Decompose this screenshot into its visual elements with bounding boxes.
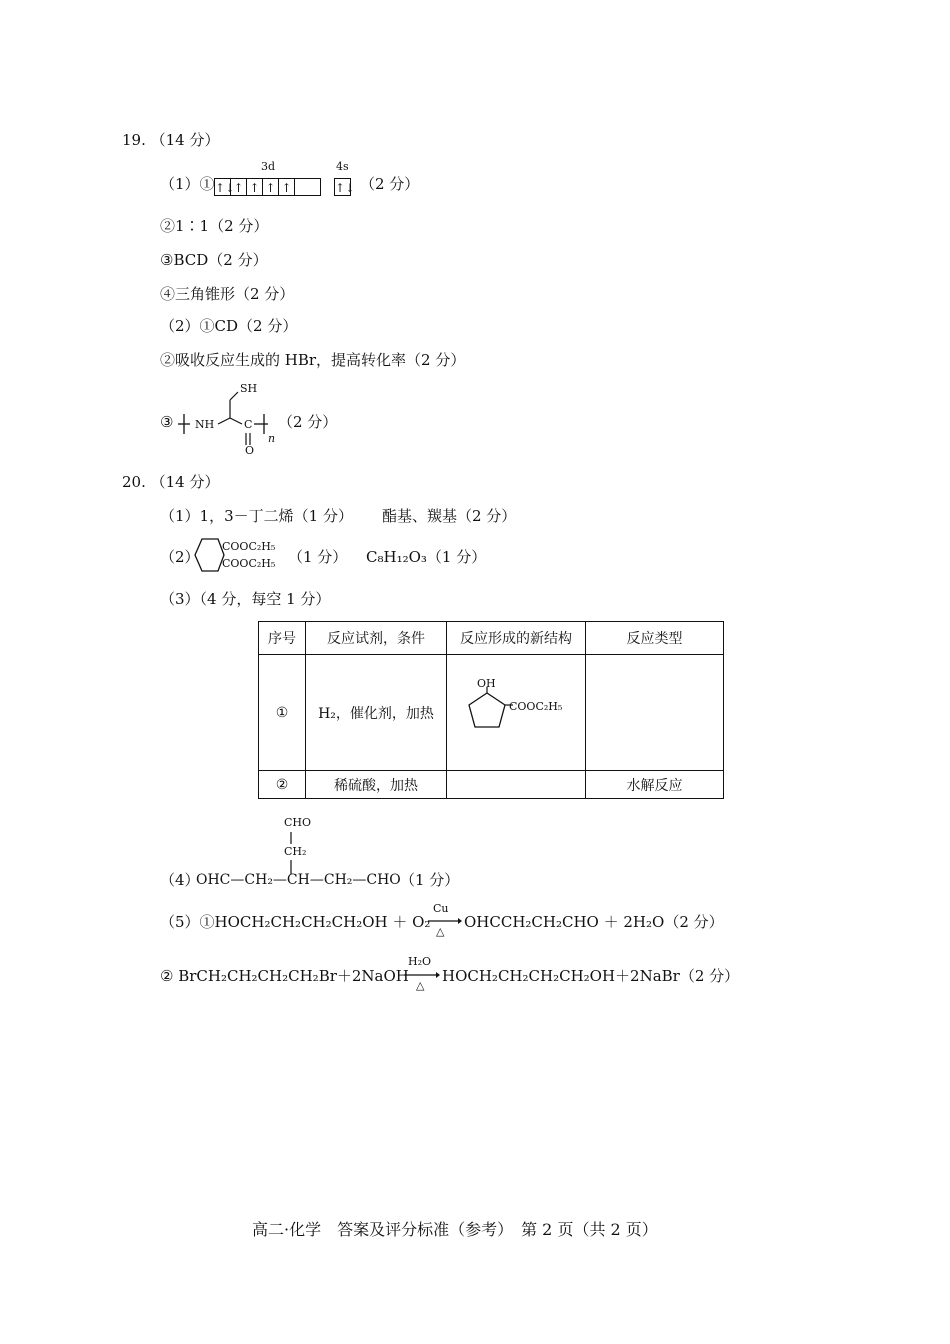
polymer-sh: SH: [240, 382, 258, 395]
q20-p5-1-right: OHCCH₂CH₂CHO ＋ 2H₂O（2 分）: [464, 913, 724, 931]
p5-2-cond-top: H₂O: [408, 955, 432, 968]
page-footer: 高二·化学 答案及评分标准（参考） 第 2 页（共 2 页）: [252, 1220, 658, 1239]
orbital-3d-label: 3d: [261, 160, 276, 173]
cyclohexane-sub-bottom: COOC₂H₅: [222, 557, 276, 570]
orbital-4s-box: [334, 176, 356, 196]
table-header: 反应形成的新结构: [447, 622, 586, 655]
orbital-box: [294, 178, 321, 196]
q19-p2-2: ②吸收反应生成的 HBr，提高转化率（2 分）: [160, 351, 466, 369]
table-header: 反应试剂，条件: [306, 622, 447, 655]
orbital-3d-boxes: [214, 176, 320, 196]
polymer-n: n: [268, 432, 276, 445]
p5-1-cond-bottom: △: [436, 925, 445, 938]
p5-2-cond-bottom: △: [416, 979, 425, 992]
cyclohexane-ring: [192, 536, 226, 574]
p5-1-cond-top: Cu: [433, 902, 449, 915]
q20-p5-1-left: （5）①HOCH₂CH₂CH₂CH₂OH ＋ O₂: [160, 913, 431, 931]
q20-p4-prefix: （4）: [160, 871, 200, 889]
q20-p4-score: （1 分）: [400, 871, 460, 889]
q19-p1-prefix: （1）①: [160, 175, 215, 193]
orbital-box: ↑↓: [214, 178, 231, 196]
polymer-c: C: [244, 418, 253, 431]
q19-p1-score: （2 分）: [360, 175, 420, 193]
table-cell-reagent: 稀硫酸，加热: [306, 771, 447, 799]
orbital-box: ↑↓: [334, 178, 351, 196]
q20-p2-prefix: （2）: [160, 548, 200, 566]
table-row: [259, 655, 724, 771]
q19-header: 19. （14 分）: [122, 131, 220, 149]
q20-p5-2-left: ② BrCH₂CH₂CH₂CH₂Br＋2NaOH: [160, 967, 409, 985]
orbital-box: ↑: [230, 178, 247, 196]
p4-cho: CHO: [284, 816, 312, 829]
reaction-arrow: [428, 916, 462, 926]
table-cell-type: 水解反应: [586, 771, 724, 799]
orbital-box: ↑: [278, 178, 295, 196]
q19-p2-3-prefix: ③: [160, 413, 174, 431]
polymer-nh: NH: [195, 418, 215, 431]
table-header: 反应类型: [586, 622, 724, 655]
q19-p1-3: ③BCD（2 分）: [160, 251, 268, 269]
q19-p1-4: ④三角锥形（2 分）: [160, 285, 295, 303]
q20-p5-2-right: HOCH₂CH₂CH₂CH₂OH＋2NaBr（2 分）: [442, 967, 740, 985]
cyclohexane-sub-top: COOC₂H₅: [222, 540, 276, 553]
q20-p2-score: （1 分）: [288, 548, 348, 566]
orbital-box: ↑: [262, 178, 279, 196]
polymer-o: O: [245, 444, 255, 457]
polymer-structure: [176, 378, 286, 460]
table-cell-reagent: H₂，催化剂，加热: [306, 655, 447, 771]
orbital-4s-label: 4s: [336, 160, 349, 173]
table-cell-structure: [447, 655, 586, 771]
table-header-row: [259, 622, 724, 655]
q20-p2-formula: C₈H₁₂O₃（1 分）: [366, 548, 487, 566]
table-cell-no: ②: [259, 771, 306, 799]
p4-ch2: CH₂: [284, 845, 307, 858]
q19-p1-2: ②1∶1（2 分）: [160, 217, 269, 235]
q20-p4-main: OHC—CH₂—CH—CH₂—CHO: [196, 872, 401, 888]
q20-p1-b: 酯基、羰基（2 分）: [382, 507, 517, 525]
orbital-box: ↑: [246, 178, 263, 196]
table-cell-no: ①: [259, 655, 306, 771]
table-row: [259, 771, 724, 799]
structure-sub: COOC₂H₅: [509, 700, 563, 713]
q20-p3: （3）（4 分，每空 1 分）: [160, 590, 331, 608]
cyclopentanol-ring: [463, 687, 523, 747]
table-header: 序号: [259, 622, 306, 655]
structure-oh: OH: [477, 677, 496, 690]
q20-header: 20. （14 分）: [122, 473, 220, 491]
reaction-table: [258, 621, 724, 799]
q20-p1: （1）1，3－丁二烯（1 分）: [160, 507, 353, 525]
q19-p2-1: （2）①CD（2 分）: [160, 317, 298, 335]
table-cell-structure: [447, 771, 586, 799]
q19-p2-3-score: （2 分）: [278, 413, 338, 431]
table-cell-type: [586, 655, 724, 771]
